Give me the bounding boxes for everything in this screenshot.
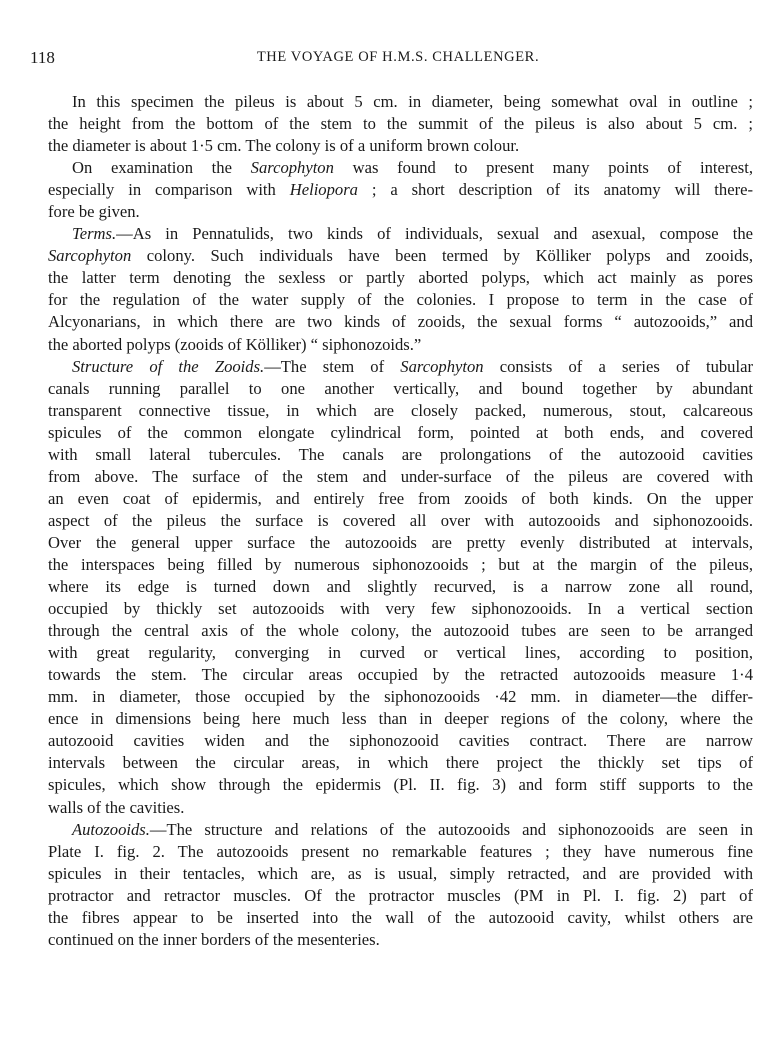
text-segment: especially in comparison with	[48, 180, 290, 200]
text-segment: ; a short description of its anatomy will there-	[357, 180, 754, 200]
text-line	[48, 135, 753, 157]
italic-text: Sarcophyton	[250, 158, 334, 178]
text-segment: Plate I. fig. 2. The autozooids present no remarkable features ; they have numerous fine	[48, 841, 753, 861]
text-line	[48, 378, 753, 400]
text-line	[48, 267, 753, 289]
text-segment: an even coat of epidermis, and entirely free from zooids of both kinds. On the upper	[48, 488, 753, 508]
text-line	[48, 157, 753, 179]
text-segment: where its edge is turned down and slightly recurved, is a narrow zone all round,	[48, 577, 753, 597]
text-segment: autozooid cavities widen and the siphonozooid cavities contract. There are narrow	[48, 731, 753, 751]
text-segment: intervals between the circular areas, in which there project the thickly set tips of	[48, 753, 753, 773]
text-line	[48, 400, 753, 422]
text-line	[48, 774, 753, 796]
italic-text: Sarcophyton	[48, 246, 132, 266]
text-line	[48, 113, 753, 135]
text-segment: spicules, which show through the epidermis (Pl. II. fig. 3) and form stiff supports to the	[48, 775, 753, 795]
page-number: 118	[30, 48, 55, 67]
text-line	[48, 223, 753, 245]
text-segment: occupied by thickly set autozooids with very few siphonozooids. In a vertical section	[48, 599, 753, 619]
text-segment: fore be given.	[48, 202, 140, 222]
text-line	[48, 576, 753, 598]
text-segment: spicules of the common elongate cylindrical form, pointed at both ends, and covered	[48, 422, 753, 442]
text-segment: the diameter is about 1·5 cm. The colony is of a uniform brown colour.	[48, 136, 520, 156]
text-line	[48, 466, 753, 488]
text-line	[48, 642, 753, 664]
text-segment: the aborted polyps (zooids of Kölliker) “ siphonozoids.”	[48, 334, 422, 354]
text-line	[48, 488, 753, 510]
text-line	[48, 334, 753, 356]
text-segment: mm. in diameter, those occupied by the siphonozooids ·42 mm. in diameter—the differ-	[48, 687, 753, 707]
text-segment: spicules in their tentacles, which are, as is usual, simply retracted, and are provided with	[48, 863, 753, 883]
text-line	[48, 819, 753, 841]
text-line	[48, 91, 753, 113]
italic-text: Autozooids.	[72, 819, 150, 839]
text-line	[48, 245, 753, 267]
text-line	[48, 620, 753, 642]
text-line	[48, 598, 753, 620]
text-segment: On examination the	[72, 158, 251, 178]
text-segment: the latter term denoting the sexless or partly aborted polyps, which act mainly as pores	[48, 268, 753, 288]
text-line	[48, 863, 753, 885]
italic-text: Structure of the Zooids.	[72, 356, 265, 376]
text-segment: In this specimen the pileus is about 5 cm. in diameter, being somewhat oval in outline ;	[72, 92, 753, 111]
text-segment: the fibres appear to be inserted into the wall of the autozooid cavity, whilst others are	[48, 907, 753, 927]
text-segment: —The stem of	[264, 356, 401, 376]
text-segment: Alcyonarians, in which there are two kinds of zooids, the sexual forms “ autozooids,” and	[48, 312, 753, 332]
text-segment: colony. Such individuals have been termed by Kölliker polyps and zooids,	[131, 246, 753, 266]
text-segment: aspect of the pileus the surface is covered all over with autozooids and siphonozooids.	[48, 510, 753, 530]
text-segment: for the regulation of the water supply of the colonies. I propose to term in the case of	[48, 290, 753, 310]
text-segment: walls of the cavities.	[48, 797, 185, 817]
text-line	[48, 752, 753, 774]
text-line	[48, 179, 753, 201]
text-line	[48, 664, 753, 686]
text-segment: towards the stem. The circular areas occupied by the retracted autozooids measure 1·4	[48, 665, 753, 685]
text-segment: from above. The surface of the stem and under-surface of the pileus are covered with	[48, 466, 753, 486]
text-segment: the height from the bottom of the stem to the summit of the pileus is also about 5 cm. ;	[48, 114, 753, 134]
italic-text: Sarcophyton	[400, 356, 484, 376]
running-header: THE VOYAGE OF H.M.S. CHALLENGER.	[256, 49, 540, 65]
text-line	[48, 686, 753, 708]
text-line	[48, 907, 753, 929]
italic-text: Terms.	[72, 224, 117, 244]
text-line	[48, 929, 753, 951]
text-segment: with small lateral tubercules. The canals are prolongations of the autozooid cavities	[48, 444, 753, 464]
italic-text: Heliopora	[289, 180, 358, 200]
text-segment: with great regularity, converging in curved or vertical lines, according to position,	[48, 643, 753, 663]
text-line	[48, 532, 753, 554]
text-line	[48, 730, 753, 752]
text-segment: was found to present many points of interest,	[333, 158, 753, 178]
text-segment: —As in Pennatulids, two kinds of individuals, sexual and asexual, compose the	[116, 224, 753, 244]
text-segment: Over the general upper surface the autozooids are pretty evenly distributed at intervals,	[48, 532, 753, 552]
text-line	[48, 356, 753, 378]
text-line	[48, 797, 753, 819]
text-line	[48, 510, 753, 532]
text-line	[48, 311, 753, 333]
text-segment: ence in dimensions being here much less than in deeper regions of the colony, where the	[48, 709, 753, 729]
body-text	[48, 91, 753, 951]
text-segment: through the central axis of the whole colony, the autozooid tubes are seen to be arranged	[48, 621, 753, 641]
text-segment: protractor and retractor muscles. Of the protractor muscles (PM in Pl. I. fig. 2) part of	[48, 885, 753, 905]
text-segment: consists of a series of tubular	[483, 356, 753, 376]
text-line	[48, 289, 753, 311]
text-segment: transparent connective tissue, in which are closely packed, numerous, stout, calcareous	[48, 400, 753, 420]
text-line	[48, 708, 753, 730]
text-segment: the interspaces being filled by numerous siphonozooids ; but at the margin of the pileus,	[48, 554, 753, 574]
text-line	[48, 885, 753, 907]
text-segment: —The structure and relations of the autozooids and siphonozooids are seen in	[149, 819, 753, 839]
text-line	[48, 444, 753, 466]
text-line	[48, 841, 753, 863]
text-line	[48, 554, 753, 576]
text-segment: canals running parallel to one another vertically, and bound together by abundant	[48, 378, 753, 398]
text-line	[48, 422, 753, 444]
text-segment: continued on the inner borders of the mesenteries.	[48, 929, 380, 949]
text-line	[48, 201, 753, 223]
